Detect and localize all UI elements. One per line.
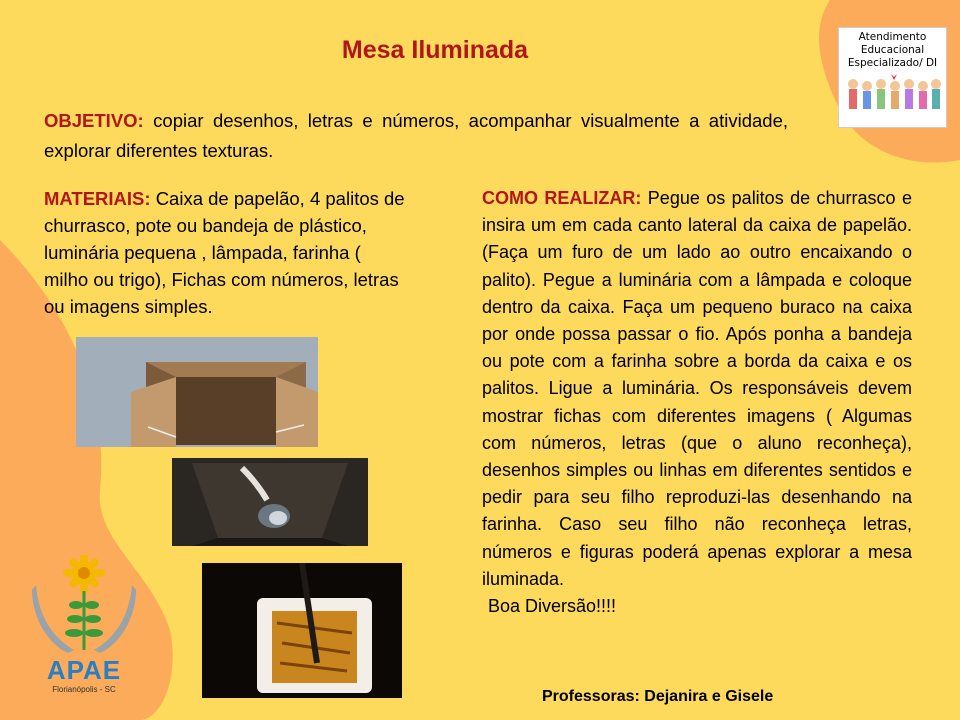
photo-cardboard-box <box>76 337 318 447</box>
como-realizar-section <box>482 185 912 620</box>
materiais-text: Caixa de papelão, 4 palitos de churrasco, pote ou bandeja de plástico, luminária pequena , lâmpada, farinha ( milho ou trigo), Fichas com números, letras ou imagens simples. <box>44 188 405 317</box>
photo-lamp-inside-box <box>172 458 368 546</box>
objetivo-label: OBJETIVO: <box>44 110 144 131</box>
page-title: Mesa Iluminada <box>341 36 529 64</box>
badge-line-3: Especializado/ DI <box>847 57 938 69</box>
apae-logo <box>18 555 150 715</box>
badge-line-2: Educacional <box>860 44 925 56</box>
objetivo-section <box>44 106 788 166</box>
aee-badge <box>838 27 947 128</box>
badge-line-1: Atendimento <box>858 31 927 43</box>
objetivo-text: copiar desenhos, letras e números, acompanhar visualmente a atividade, explorar diferentes texturas. <box>44 110 788 161</box>
como-realizar-label: COMO REALIZAR: <box>482 188 642 208</box>
children-illustration <box>843 72 943 122</box>
apae-name: APAE <box>46 655 122 685</box>
footer-teachers: Professoras: Dejanira e Gisele <box>542 688 774 705</box>
closing-text: Boa Diversão!!!! <box>488 596 617 617</box>
photo-illuminated-tray <box>202 563 402 698</box>
flower-hands-icon <box>18 555 150 655</box>
materiais-section <box>44 185 406 320</box>
apae-city: Florianópolis - SC <box>52 685 116 694</box>
como-realizar-text: Pegue os palitos de churrasco e insira um em cada canto lateral da caixa de papelão. (Faça um furo de um lado ao outro encaixando o palito). Pegue a luminária com a lâmpada e coloque dentro da caixa. Faça um pequeno buraco na caixa por onde possa passar o fio. Após ponha a bandeja ou pote com a farinha sobre a borda da caixa e os palitos. Ligue a luminária. Os responsáveis devem mostrar fichas com diferentes imagens ( Algumas com números, letras (que o aluno reconheça), desenhos simples ou linhas em diferentes sentidos e pedir para seu filho reproduzi-las desenhando na farinha. Caso seu filho não reconheça letras, números e figuras poderá apenas explorar a mesa iluminada. <box>482 188 912 589</box>
materiais-label: MATERIAIS: <box>44 188 151 209</box>
